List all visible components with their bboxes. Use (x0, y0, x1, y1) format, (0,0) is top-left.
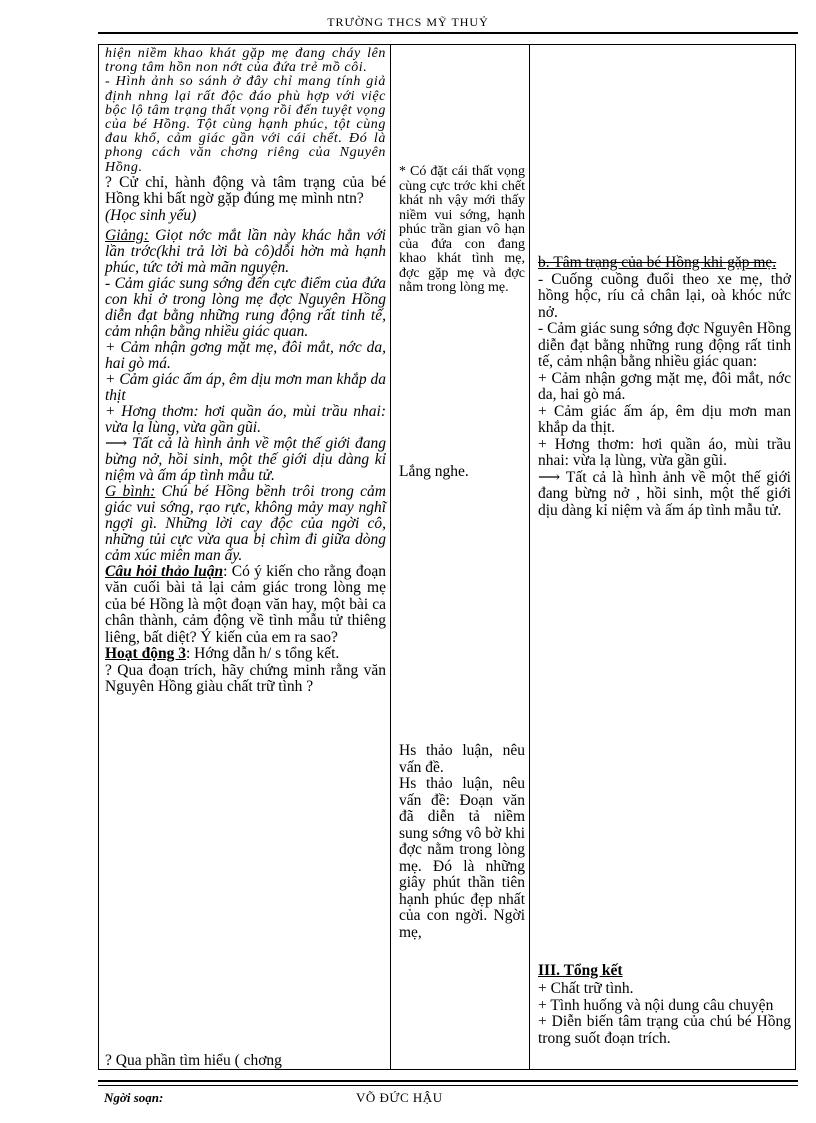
lesson-table (98, 44, 796, 1070)
text-block (105, 436, 386, 484)
text-block (530, 470, 795, 520)
discussion-text: : Có ý kiến cho rằng đoạn văn cuối bài tả lại cảm giác trong lòng mẹ của bé Hồng là một đoạn văn hay, một bài ca chân thành, cảm động về tình mẫu tử thiêng liêng, bất diệt? Ý kiến của em ra sao? (105, 562, 386, 646)
text-block: - Cuống cuồng đuổi theo xe mẹ, thở hồng hộc, ríu cả chân lại, oà khóc nức nở. (538, 270, 791, 321)
text-block: - Cảm giác sung sớng đợc Nguyên Hồng diễn đạt bằng những rung động rất tinh tế, cảm nhận bằng nhiều giác quan: (538, 320, 791, 370)
arrow-icon: ⟶ (538, 468, 561, 486)
student-activity-column (390, 45, 529, 1069)
text-block: Hs thảo luận, nêu vấn đề: Đoạn văn đã diễn tả niềm sung sớng vô bờ khi đợc nằm trong lòng mẹ. Đó là những giây phút thần tiên hạnh phúc đẹp nhất của con ngời. Ngời mẹ, (399, 775, 525, 941)
footer-author-name: VÕ ĐỨC HẬU (356, 1090, 443, 1105)
summary-text: Tất cả là hình ảnh về một thế giới đang bừng nở, hồi sinh, một thế giới dịu dàng kỉ niệm và ấm áp tình mẫu tử. (105, 434, 386, 484)
footer-rule (98, 1085, 798, 1086)
label-giang: Giảng: (105, 226, 149, 244)
question: ? Qua phần tìm hiểu ( chơng (105, 1052, 282, 1069)
section-title: III. Tổng kết (538, 962, 623, 979)
activity-3-text: : Hớng dẫn h/ s tổng kết. (185, 645, 340, 663)
text-block (105, 646, 386, 663)
label-discussion: Câu hỏi thảo luận (105, 562, 224, 580)
label-gbinh: G bình: (105, 482, 156, 500)
text-block: + Cảm giác ấm áp, êm dịu mơn man khắp da thịt. (538, 402, 791, 436)
content-column (529, 45, 795, 1069)
note: (Học sinh yếu) (105, 206, 197, 224)
text-block: + Cảm nhận gơng mặt mẹ, đôi mắt, nớc da, hai gò má. (105, 338, 386, 372)
label-activity-3: Hoạt động 3 (105, 645, 186, 663)
text-block (105, 564, 386, 647)
section-title: b. Tâm trạng của bé Hồng khi gặp mẹ. (538, 254, 777, 271)
giang-text: Giọt nớc mắt lần này khác hẳn với lần trớc(khi trả lời bà cô)dỗi hờn mà hạnh phúc, tức tởi mà mãn nguyện. (105, 226, 386, 276)
text-block: Lắng nghe. (399, 462, 469, 480)
text-block: + Cảm giác ấm áp, êm dịu mơn man khắp da thịt (105, 370, 386, 404)
footer-author-label: Ngời soạn: (104, 1090, 164, 1105)
text-block: + Cảm nhận gơng mặt mẹ, đôi mắt, nớc da, hai gò má. (538, 369, 791, 403)
text-block: - Cảm giác sung sớng đến cực điểm của đứa con khi ở trong lòng mẹ đợc Nguyên Hồng diễn đạt bằng những rung động rất tinh tế, cảm nhận bằng nhiều giác quan. (105, 274, 386, 340)
footer-rule (98, 1080, 798, 1082)
text-block (105, 228, 386, 276)
text-block: hiện niềm khao khát gặp mẹ đang cháy lên trong tâm hồn non nớt của đứa trẻ mồ côi. (105, 46, 386, 76)
teacher-activity-column (99, 45, 390, 1069)
question: ? Qua đoạn trích, hãy chứng minh rằng văn Nguyên Hồng giàu chất trữ tình ? (105, 661, 386, 696)
text-block: + Hơng thơm: hơi quần áo, mùi trầu nhai: vừa lạ lùng, vừa gần gũi. (538, 435, 791, 469)
arrow-icon: ⟶ (105, 434, 128, 452)
summary-text: Tất cả là hình ảnh về một thế giới đang bừng nở , hồi sinh, một thế giới dịu dàng kỉ niệm và ấm áp tình mẫu tử. (538, 468, 791, 519)
text-block: + Hơng thơm: hơi quần áo, mùi trầu nhai: vừa lạ lùng, vừa gần gũi. (105, 402, 386, 436)
text-block (105, 484, 386, 564)
header-rule (98, 32, 798, 34)
question: ? Cử chỉ, hành động và tâm trạng của bé Hồng khi bất ngờ gặp đúng mẹ mình ntn? (105, 173, 386, 208)
text-block: + Chất trữ tình. (538, 980, 634, 997)
text-block: * Có đặt cái thất vọng cùng cực trớc khi chết khát nh vậy mới thấy niềm vui sớng, hạnh phúc trần gian vô hạn của đứa con đang khao khát tình mẹ, đợc gặp mẹ và đợc nằm trong lòng mẹ. (399, 164, 525, 295)
page-header: TRƯỜNG THCS MỸ THUỶ (327, 15, 489, 29)
text-block: + Tình huống và nội dung câu chuyện (538, 996, 774, 1014)
text-block: + Diễn biến tâm trạng của chú bé Hồng trong suốt đoạn trích. (538, 1013, 791, 1047)
text-block: - Hình ảnh so sánh ở đây chỉ mang tính giả định nhng lại rất độc đáo phù hợp với việc bộc lộ tâm trạng thất vọng rồi đến tuyệt vọng của bé Hồng. Tột cùng hạnh phúc, tột cùng đau khổ, cảm giác gần với cái chết. Đó là phong cách văn chơng riêng của Nguyên Hồng. (105, 74, 386, 175)
gbinh-text: Chú bé Hồng bềnh trôi trong cảm giác vui sớng, rạo rực, không mảy may nghĩ ngợi gì. Những lời cay độc của ngời cô, những tủi cực vừa qua bị chìm đi giữa dòng cảm xúc miên man ấy. (105, 482, 386, 564)
text-block: Hs thảo luận, nêu vấn đề. (399, 742, 525, 776)
